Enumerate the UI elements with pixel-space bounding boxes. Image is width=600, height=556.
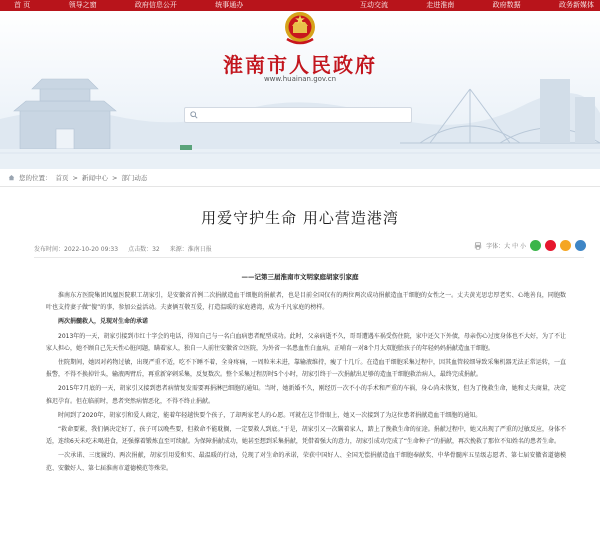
article-title: 用爱守护生命 用心营造港湾	[201, 209, 399, 227]
font-size-control[interactable]: 字体：大 中 小	[486, 243, 526, 250]
article-paragraph: 一次承诺、三度履约、两次捐献，胡家引用爱和实、最温暖的行动，兑现了对生命的承诺，荣获中国好人、全国无偿捐献造血干细胞奉献奖、中华骨髓库五星级志愿者、第七届安徽省道德模范、安徽好人、第七届淮南市道德模范等殊荣。	[46, 452, 566, 472]
top-nav	[0, 0, 600, 11]
article-source: 来源：淮南日报	[169, 246, 212, 253]
home-icon	[8, 174, 15, 181]
search-input[interactable]	[202, 111, 411, 119]
article-paragraph: “救命要紧，我们俩决定好了，孩子可以晚些要，但救命不能耽搁，一定要救人到底。”于是，胡家引又一次瞒着家人，踏上了挽救生命的征途。捐献过程中，她又出现了严重的过敏反应，身体不适，连续6天未吃未喝进食，还强撑着锻炼直至可续献。为保障捐献成功，她甚至想到采集捐献，凭借着强大的意力，胡家引成功完成了“生命种子”的捐献，再次挽救了那位不知姓名的患者生命。	[46, 426, 566, 446]
article-paragraph: 2015年7月底的一天，胡家引又接到患者病情复发需要再捐淋巴细胞的通知。当时，她新婚不久，刚经历一次不小的手术和严重的车祸，身心尚未恢复，但为了挽救生命，她和丈夫商量，决定推迟孕育。但在临前时，患者突然病情恶化，不得不终止捐献。	[46, 385, 566, 405]
meta-divider	[34, 257, 584, 258]
qzone-share-icon[interactable]	[560, 240, 571, 251]
article-section-heading: 两次捐髓救人，兑现对生命的承诺	[58, 318, 149, 326]
more-share-icon[interactable]	[575, 240, 586, 251]
publish-date: 发布时间：2022-10-20 09:33	[34, 246, 119, 253]
nav-item-home[interactable]: 首 页	[14, 1, 31, 9]
article-body	[46, 290, 566, 477]
nav-item-gov-info[interactable]: 政府信息公开	[134, 1, 177, 9]
search-box	[184, 107, 412, 123]
article-paragraph: 2013年的一天，胡家引接到市红十字会的电话，得知自己与一名白血病患者配型成功。此时，父亲病逝不久，哥哥遭遇车祸受伤住院，家中还欠下外债，母亲伤心过度身体也不大好，为了不让家人担心，她不顾自己先天性心脏问题，瞒着家人，独自一人前往安徽省立医院，为外省一名患血性白血病，正哺育一对8个月大双胞胎孩子的年轻妈妈捐献造血干细胞。	[46, 332, 566, 352]
article-paragraph: 时间到了2020年，胡家引和爱人商定，能着年轻越快要个孩子，了却两家老人的心愿。可就在这节骨眼上，她又一次接到了为这位患者捐献造血干细胞的通知。	[58, 411, 482, 419]
nav-item-leaders[interactable]: 领导之窗	[68, 1, 97, 9]
search-icon[interactable]	[190, 111, 198, 119]
print-icon[interactable]	[474, 242, 482, 250]
nav-item-about-city[interactable]: 走进淮南	[426, 1, 455, 9]
view-count: 点击数：32	[128, 246, 160, 253]
nav-item-interaction[interactable]: 互动交流	[359, 1, 388, 9]
nav-item-new-media[interactable]: 政务新媒体	[558, 1, 594, 9]
site-title: 淮南市人民政府	[223, 53, 377, 77]
breadcrumb-separator: >	[111, 173, 118, 182]
article-subtitle: ——记第三届淮南市文明家庭胡家引家庭	[241, 273, 359, 281]
article-paragraph: 住院期间，她因对药物过敏，出现严重不适，吃不下睡不着，全身疼痛，一周粒米未进，靠输液维持，瘦了十几斤。在造血干细胞采集过程中，因其血管较细导致采集机器无法正常运转，一直报警，不得不换掉针头，输液两臂后，再重新穿刺采集，反复数次。整个采集过程历时5个小时，胡家引终于一次捐献出足够的造血干细胞救治病人，最终完成捐献。	[46, 359, 566, 379]
article-paragraph: 淮南东方医院集团凤凰医院职工胡家引，是安徽省首例二次捐献造血干细胞的捐献者，也是目前全国仅有的两位两次成功捐献造血干细胞的女性之一。丈夫黄光思忠厚老实、心地善良，同胞数叶也支持妻子做“傻”的事，参加公益活动。夫妻俩互敬互爱，打造温暖的家庭港湾，成为千凡家庭的榜样。	[46, 292, 566, 312]
breadcrumb-item-news[interactable]: 新闻中心	[81, 174, 108, 182]
header-banner	[0, 11, 600, 169]
site-url: www.huainan.gov.cn	[263, 75, 337, 83]
breadcrumb-item-home[interactable]: 首页	[55, 174, 69, 182]
divider	[0, 186, 600, 187]
national-emblem-icon	[282, 11, 318, 45]
breadcrumb-item-department[interactable]: 部门动态	[121, 174, 148, 182]
nav-item-services[interactable]: 统事通办	[215, 1, 244, 9]
article-tools	[474, 240, 586, 251]
nav-item-gov-data[interactable]: 政府数据	[492, 1, 521, 9]
weibo-share-icon[interactable]	[545, 240, 556, 251]
wechat-share-icon[interactable]	[530, 240, 541, 251]
article-meta	[34, 244, 212, 253]
breadcrumb-separator: >	[72, 173, 78, 182]
breadcrumb	[8, 173, 147, 182]
breadcrumb-prefix: 您的位置：	[19, 174, 52, 182]
